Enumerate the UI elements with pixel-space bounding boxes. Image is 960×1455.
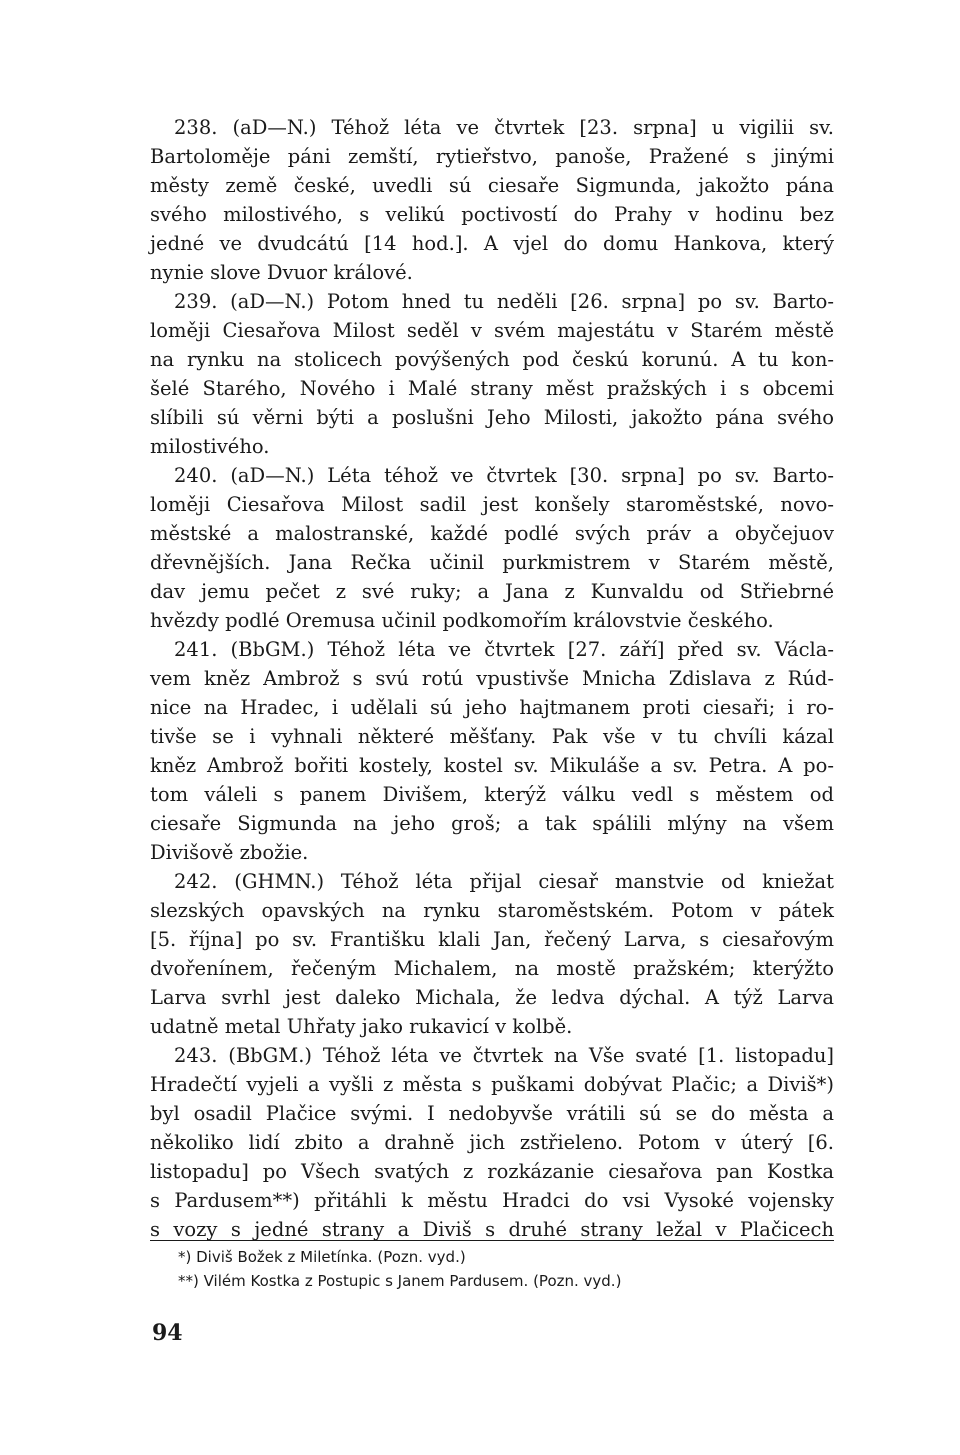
text-line: 241. (BbGM.) Téhož léta ve čtvrtek [27. září] před sv. Václa- — [174, 638, 834, 661]
text-line: loměji Ciesařova Milost seděl v svém majestátu v Starém městě — [150, 319, 834, 342]
text-line: několiko lidí zbito a drahně jich zstřieleno. Potom v úterý [6. — [150, 1131, 834, 1154]
text-line: 238. (aD—N.) Téhož léta ve čtvrtek [23. srpna] u vigilii sv. — [174, 116, 834, 139]
text-line: svého milostivého, s velikú poctivostí do Prahy v hodinu bez — [150, 203, 834, 226]
text-line: městy země české, uvedli sú ciesaře Sigmunda, jakožto pána — [150, 174, 834, 197]
text-line: Bartoloměje páni zemští, rytieřstvo, panoše, Pražené s jinými — [150, 145, 834, 168]
text-line: nice na Hradec, i udělali sú jeho hajtmanem proti ciesaři; i ro- — [150, 696, 834, 719]
footnote-rule — [150, 1240, 834, 1241]
text-line: byl osadil Plačice svými. I nedobyvše vrátili sú se do města a — [150, 1102, 834, 1125]
text-line: Larva svrhl jest daleko Michala, že ledva dýchal. A týž Larva — [150, 986, 834, 1009]
text-line: slezských opavských na rynku staroměstském. Potom v pátek — [150, 899, 834, 922]
text-line: slíbili sú věrni býti a poslušni Jeho Milosti, jakožto pána svého — [150, 406, 834, 429]
text-line: dav jemu pečet z své ruky; a Jana z Kunvaldu od Střiebrné — [150, 580, 834, 603]
text-line: 243. (BbGM.) Téhož léta ve čtvrtek na Vše svaté [1. listopadu] — [174, 1044, 834, 1067]
main-text — [150, 113, 834, 1244]
text-line: udatně metal Uhřaty jako rukavicí v kolbě. — [150, 1015, 573, 1038]
text-line: městské a malostranské, každé podlé svých práv a obyčejuov — [150, 522, 834, 545]
footnote: *) Diviš Božek z Miletínka. (Pozn. vyd.) — [178, 1248, 466, 1266]
text-line: hvězdy podlé Oremusa učinil podkomořím královstvie českého. — [150, 609, 774, 632]
text-line: kněz Ambrož bořiti kostely, kostel sv. Mikuláše a sv. Petra. A po- — [150, 754, 834, 777]
footnotes — [178, 1245, 834, 1293]
text-line: šelé Starého, Nového i Malé strany měst pražských i s obcemi — [150, 377, 834, 400]
text-line: dřevnějších. Jana Rečka učinil purkmistrem v Starém městě, — [150, 551, 834, 574]
text-line: 242. (GHMN.) Téhož léta přijal ciesař manstvie od kniežat — [174, 870, 834, 893]
text-line: na rynku na stolicech povýšených pod českú korunú. A tu kon- — [150, 348, 834, 371]
text-line: listopadu] po Všech svatých z rozkázanie ciesařova pan Kostka — [150, 1160, 834, 1183]
text-line: ciesaře Sigmunda na jeho groš; a tak spálili mlýny na všem — [150, 812, 834, 835]
text-line: milostivého. — [150, 435, 270, 458]
text-line: s vozy s jedné strany a Diviš s druhé strany ležal v Plačicech — [150, 1218, 834, 1241]
text-line: s Pardusem**) přitáhli k městu Hradci do vsi Vysoké vojensky — [150, 1189, 834, 1212]
text-line: Divišově zbožie. — [150, 841, 309, 864]
text-line: loměji Ciesařova Milost sadil jest konšely staroměstské, novo- — [150, 493, 834, 516]
text-line: tivše se i vyhnali některé měšťany. Pak vše v tu chvíli kázal — [150, 725, 834, 748]
text-line: Hradečtí vyjeli a vyšli z města s puškami dobývat Plačic; a Diviš*) — [150, 1073, 834, 1096]
footnote: **) Vilém Kostka z Postupic s Janem Pardusem. (Pozn. vyd.) — [178, 1272, 622, 1290]
text-line: vem kněz Ambrož s svú rotú vpustivše Mnicha Zdislava z Rúd- — [150, 667, 834, 690]
text-line: nynie slove Dvuor králové. — [150, 261, 413, 284]
text-line: jedné ve dvudcátú [14 hod.]. A vjel do domu Hankova, který — [150, 232, 834, 255]
text-line: dvořenínem, řečeným Michalem, na mostě pražském; kterýžto — [150, 957, 834, 980]
text-line: 239. (aD—N.) Potom hned tu neděli [26. srpna] po sv. Barto- — [174, 290, 834, 313]
page-number: 94 — [152, 1320, 183, 1346]
text-line: 240. (aD—N.) Léta téhož ve čtvrtek [30. srpna] po sv. Barto- — [174, 464, 834, 487]
text-line: tom váleli s panem Divišem, kterýž válku vedl s městem od — [150, 783, 834, 806]
text-line: [5. října] po sv. Františku klali Jan, řečený Larva, s ciesařovým — [150, 928, 834, 951]
